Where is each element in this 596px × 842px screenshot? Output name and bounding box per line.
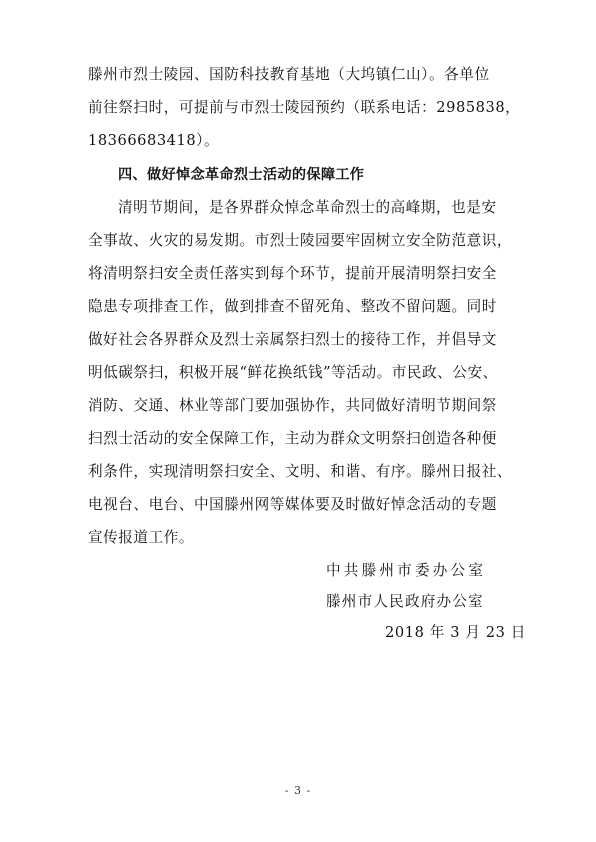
paragraph-line: 全事故、火灾的易发期。市烈士陵园要牢固树立安全防范意识， (88, 232, 513, 249)
paragraph-line: 消防、交通、林业等部门要加强协作，共同做好清明节期间祭 (88, 397, 497, 414)
paragraph-line: 18366683418）。 (88, 132, 220, 149)
paragraph-line: 清明节期间，是各界群众悼念革命烈士的高峰期，也是安 (118, 199, 497, 216)
paragraph-line: 将清明祭扫安全责任落实到每个环节，提前开展清明祭扫安全 (88, 265, 497, 282)
signature-org-government: 滕州市人民政府办公室 (326, 593, 484, 610)
signature-org-party: 中共滕州市委办公室 (326, 562, 487, 579)
paragraph-line: 明低碳祭扫，积极开展“鲜花换纸钱”等活动。市民政、公安、 (88, 364, 498, 381)
page-number: - 3 - (284, 784, 312, 797)
paragraph-line: 扫烈士活动的安全保障工作，主动为群众文明祭扫创造各种便 (88, 430, 497, 447)
paragraph-line: 宣传报道工作。 (88, 529, 195, 546)
paragraph-line: 前往祭扫时，可提前与市烈士陵园预约（联系电话：2985838， (88, 99, 521, 116)
signature-date: 2018 年 3 月 23 日 (385, 624, 526, 641)
paragraph-line: 电视台、电台、中国滕州网等媒体要及时做好悼念活动的专题 (88, 496, 497, 513)
section-heading: 四、做好悼念革命烈士活动的保障工作 (118, 167, 365, 183)
paragraph-line: 利条件，实现清明祭扫安全、文明、和谐、有序。滕州日报社、 (88, 463, 513, 480)
paragraph-line: 隐患专项排查工作，做到排查不留死角、整改不留问题。同时 (88, 298, 497, 315)
paragraph-line: 滕州市烈士陵园、国防科技教育基地（大坞镇仁山）。各单位 (88, 66, 490, 83)
paragraph-line: 做好社会各界群众及烈士亲属祭扫烈士的接待工作，并倡导文 (88, 331, 497, 348)
